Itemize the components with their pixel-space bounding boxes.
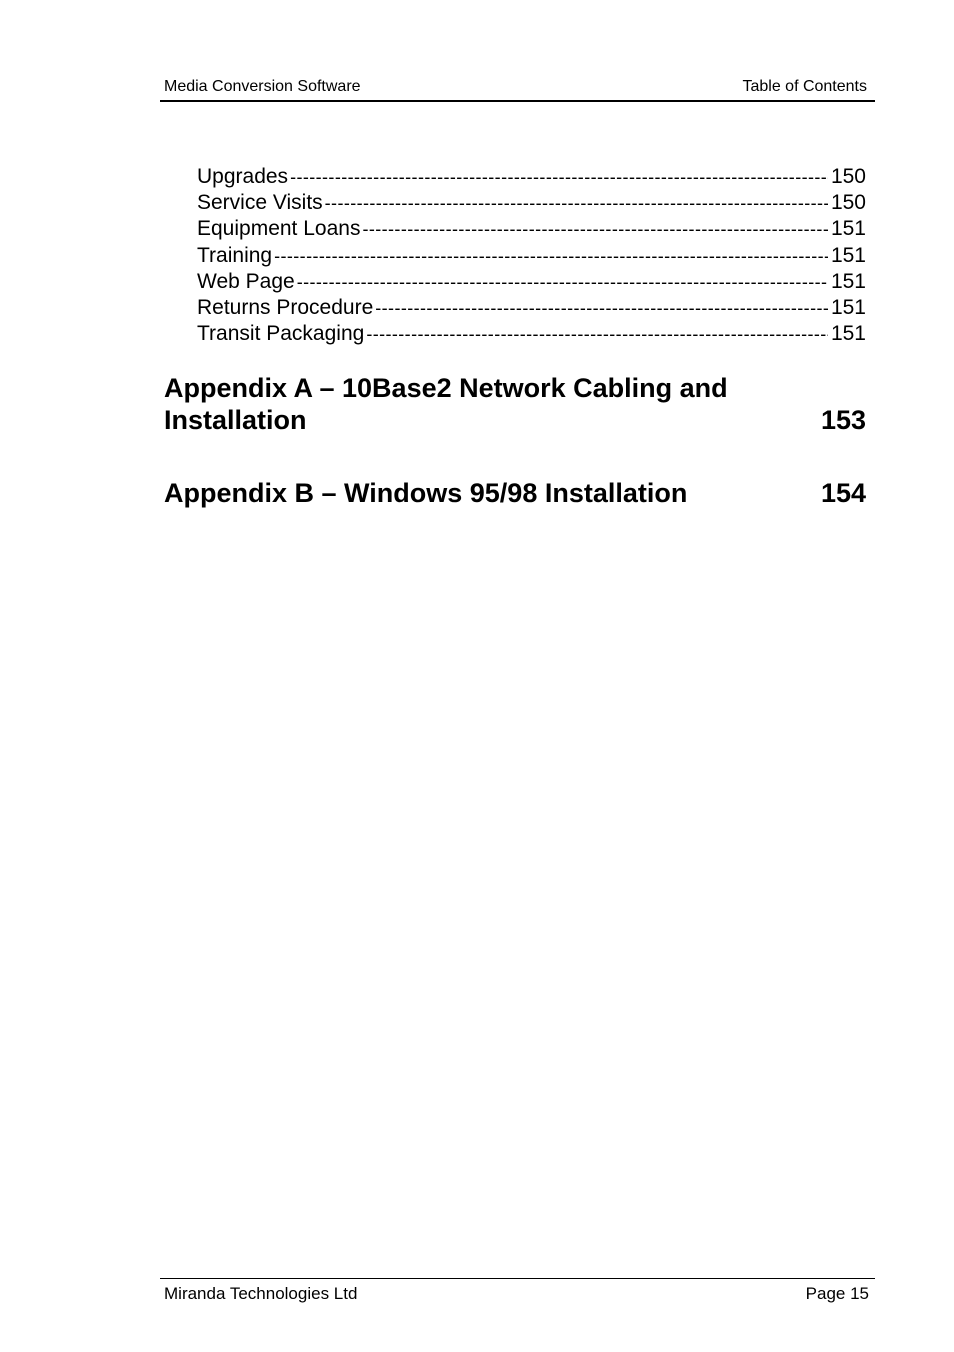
toc-dot-leader: [362, 216, 828, 242]
toc-entry[interactable]: [197, 164, 866, 190]
appendix-a-page: 153: [820, 405, 866, 435]
appendix-a-line-2: [164, 404, 866, 436]
footer-company: Miranda Technologies Ltd: [164, 1284, 358, 1303]
toc-entry[interactable]: [197, 269, 866, 295]
toc-entry-title: Training: [197, 243, 273, 267]
toc-entry-title: Equipment Loans: [197, 217, 361, 241]
appendix-b-title: Appendix B – Windows 95/98 Installation: [164, 478, 688, 508]
toc-entry-title: Returns Procedure: [197, 295, 374, 319]
toc-entry-page: 151: [830, 295, 866, 319]
toc-entry[interactable]: [197, 190, 866, 216]
header-document-title: Media Conversion Software: [164, 78, 361, 95]
toc-dot-leader: [375, 295, 828, 321]
footer-page-number: Page 15: [805, 1284, 869, 1303]
toc-dot-leader: [325, 190, 828, 216]
toc-dot-leader: [366, 321, 828, 347]
appendix-b-line-1: [164, 477, 866, 509]
toc-dot-leader: [290, 164, 828, 190]
toc-entry-title: Service Visits: [197, 191, 323, 215]
toc-appendix-a[interactable]: [164, 372, 866, 436]
toc-entry[interactable]: [197, 321, 866, 347]
header-section-title: Table of Contents: [742, 78, 867, 95]
appendix-a-line-1: [164, 372, 866, 404]
toc-entry-page: 151: [830, 217, 866, 241]
toc-entry-page: 150: [830, 191, 866, 215]
toc-appendix-b[interactable]: [164, 477, 866, 509]
toc-dot-leader: [297, 269, 828, 295]
appendix-a-title-line-2: Installation: [164, 405, 307, 435]
toc-entry-page: 151: [830, 243, 866, 267]
page-header: [160, 76, 875, 102]
toc-entry[interactable]: [197, 295, 866, 321]
toc-entry-title: Upgrades: [197, 165, 289, 188]
toc-entry-page: 150: [830, 165, 866, 188]
toc-entry[interactable]: [197, 243, 866, 269]
toc-entry[interactable]: [197, 216, 866, 242]
toc-dot-leader: [274, 243, 828, 269]
appendix-a-title-line-1: Appendix A – 10Base2 Network Cabling and: [164, 373, 728, 403]
toc-entry-page: 151: [830, 322, 866, 346]
toc-entry-title: Web Page: [197, 269, 295, 293]
toc-entry-page: 151: [830, 269, 866, 293]
page-footer: [160, 1278, 875, 1305]
toc-entry-list: [197, 164, 866, 347]
toc-entry-title: Transit Packaging: [197, 322, 365, 346]
appendix-b-page: 154: [820, 478, 866, 508]
